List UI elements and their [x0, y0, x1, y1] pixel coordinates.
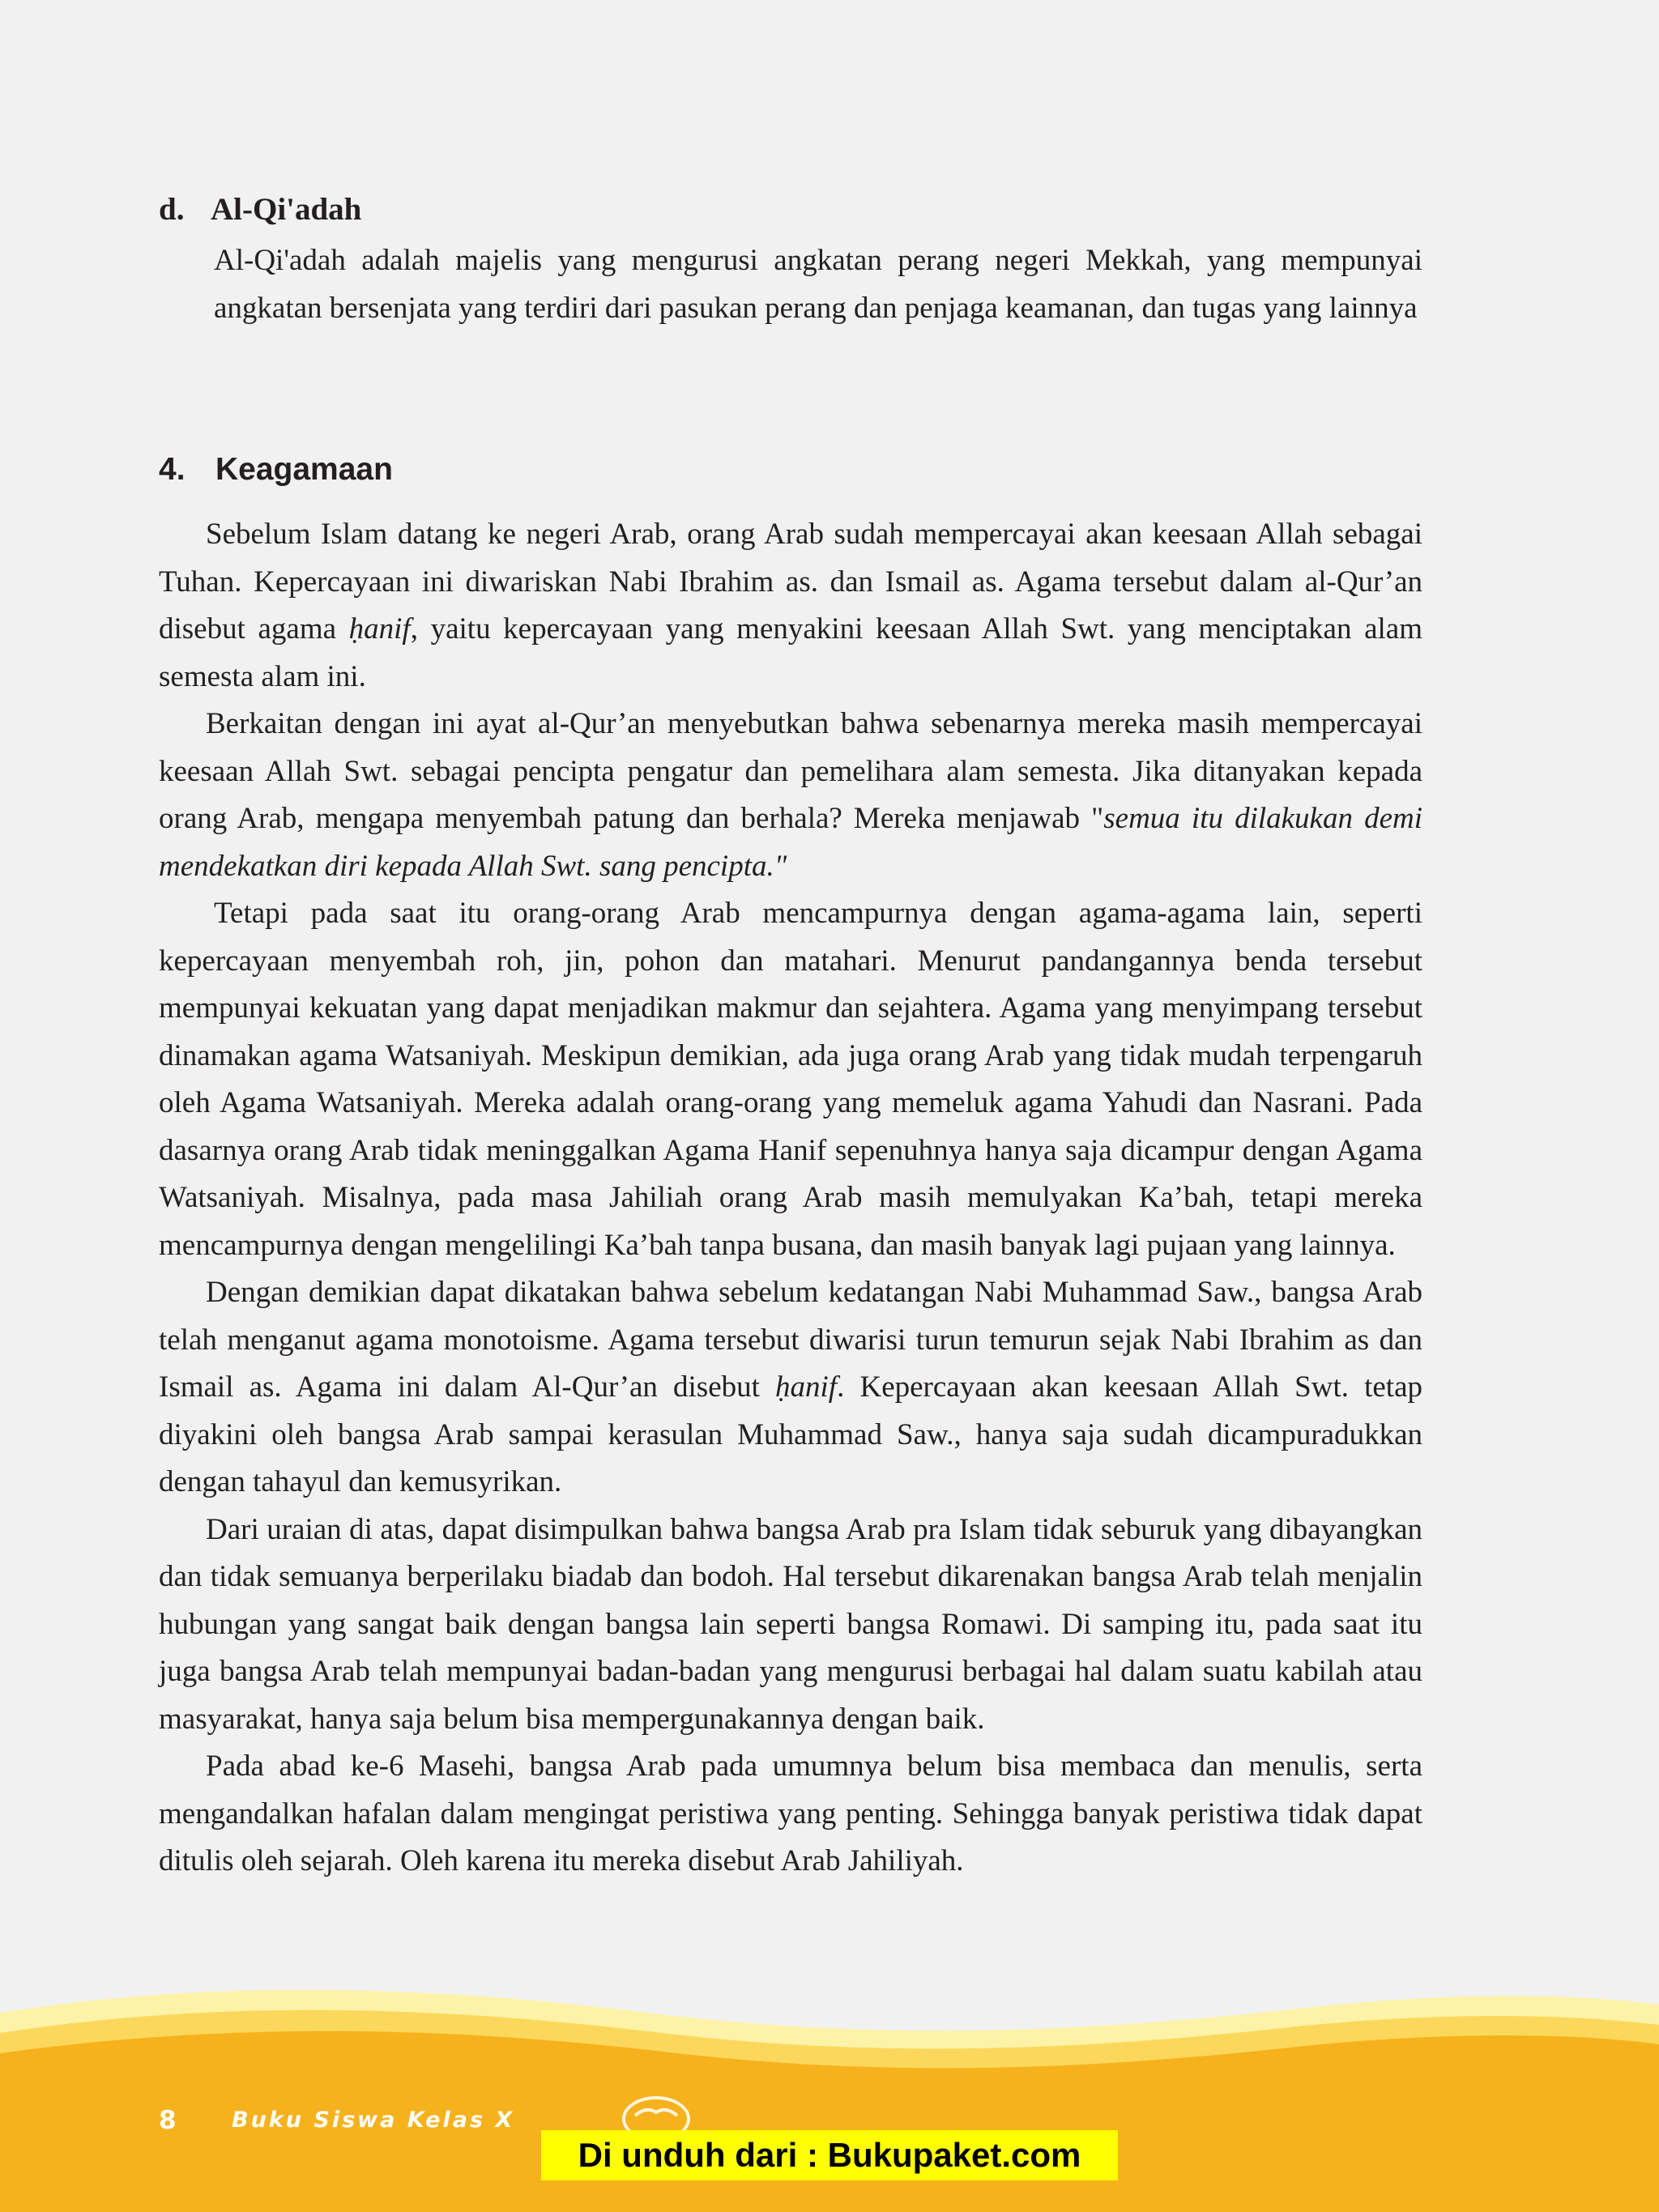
subsection-label: d.: [159, 192, 185, 227]
paragraph-1-text-a: Sebelum Islam datang ke negeri Arab, orang Arab sudah mempercayai akan keesaan Allah sebagai Tuhan. Kepercayaan ini diwariskan Nabi Ibrahim as. dan Ismail as. Agama tersebut dalam al-Qur’an disebut agama: [159, 518, 1422, 646]
subsection-text: Al-Qi'adah adalah majelis yang mengurusi angkatan perang negeri Mekkah, yang mempunyai angkatan bersenjata yang terdiri dari pasukan perang dan penjaga keamanan, dan tugas yang lainnya: [214, 244, 1422, 325]
paragraph-4-text-b: . Kepercayaan akan keesaan Allah Swt. tetap diyakini oleh bangsa Arab sampai kerasulan Muhammad Saw., hanya saja sudah dicampuradukkan dengan tahayul dan kemusyrikan.: [159, 1370, 1423, 1498]
paragraph-1-text-b: , yaitu kepercayaan yang menyakini keesaan Allah Swt. yang menciptakan alam semesta alam ini.: [159, 612, 1422, 693]
section-body: [159, 511, 1422, 1886]
page-number: 8: [159, 2106, 177, 2135]
paragraph-1: [159, 511, 1422, 701]
paragraph-5: Dari uraian di atas, dapat disimpulkan bahwa bangsa Arab pra Islam tidak seburuk yang dibayangkan dan tidak semuanya berperilaku biadab dan bodoh. Hal tersebut dikarenakan bangsa Arab telah menjalin hubungan yang sangat baik dengan bangsa lain seperti bangsa Romawi. Di samping itu, pada saat itu juga bangsa Arab telah mempunyai badan-badan yang mengurusi berbagai hal dalam suatu kabilah atau masyarakat, hanya saja belum bisa mempergunakannya dengan baik.: [159, 1512, 1422, 1736]
subsection-title: Al-Qi'adah: [211, 192, 362, 227]
section-number: 4.: [159, 452, 186, 487]
paragraph-6: Pada abad ke-6 Masehi, bangsa Arab pada umumnya belum bisa membaca dan menulis, serta mengandalkan hafalan dalam mengingat peristiwa yang penting. Sehingga banyak peristiwa tidak dapat ditulis oleh sejarah. Oleh karena itu mereka disebut Arab Jahiliyah.: [159, 1750, 1422, 1877]
paragraph-1-italic: ḥanif: [348, 612, 411, 646]
paragraph-4-text-a: Dengan demikian dapat dikatakan bahwa sebelum kedatangan Nabi Muhammad Saw., bangsa Arab telah menganut agama monotoisme. Agama tersebut diwarisi turun temurun sejak Nabi Ibrahim as dan Ismail as. Agama ini dalam Al-Qur’an disebut: [159, 1276, 1422, 1404]
section-heading: [159, 450, 393, 490]
download-source-banner: Di unduh dari : Bukupaket.com: [541, 2130, 1118, 2180]
section-title: Keagamaan: [215, 452, 393, 487]
paragraph-3: Tetapi pada saat itu orang-orang Arab mencampurnya dengan agama-agama lain, seperti kepercayaan menyembah roh, jin, pohon dan matahari. Menurut pandangannya benda tersebut mempunyai kekuatan yang dapat menjadikan makmur dan sejahtera. Agama yang menyimpang tersebut dinamakan agama Watsaniyah. Meskipun demikian, ada juga orang Arab yang tidak mudah terpengaruh oleh Agama Watsaniyah. Mereka adalah orang-orang yang memeluk agama Yahudi dan Nasrani. Pada dasarnya orang Arab tidak meninggalkan Agama Hanif sepenuhnya hanya saja dicampur dengan Agama Watsaniyah. Misalnya, pada masa Jahiliah orang Arab masih memulyakan Ka’bah, tetapi mereka mencampurnya dengan mengelilingi Ka’bah tanpa busana, dan masih banyak lagi pujaan yang lainnya.: [159, 897, 1422, 1262]
paragraph-2-italic-quote: semua itu dilakukan demi mendekatkan diri kepada Allah Swt. sang pencipta.": [159, 802, 1422, 883]
paragraph-2: [159, 701, 1422, 890]
paragraph-4: [159, 1269, 1422, 1507]
subsection-heading: [159, 190, 361, 230]
paragraph-2-text-a: Berkaitan dengan ini ayat al-Qur’an menyebutkan bahwa sebenarnya mereka masih mempercayai keesaan Allah Swt. sebagai pencipta pengatur dan pemelihara alam semesta. Jika ditanyakan kepada orang Arab, mengapa menyembah patung dan berhala? Mereka menjawab ": [159, 707, 1422, 835]
book-title: Buku Siswa Kelas X: [232, 2108, 515, 2133]
paragraph-4-italic: ḥanif: [775, 1370, 838, 1404]
